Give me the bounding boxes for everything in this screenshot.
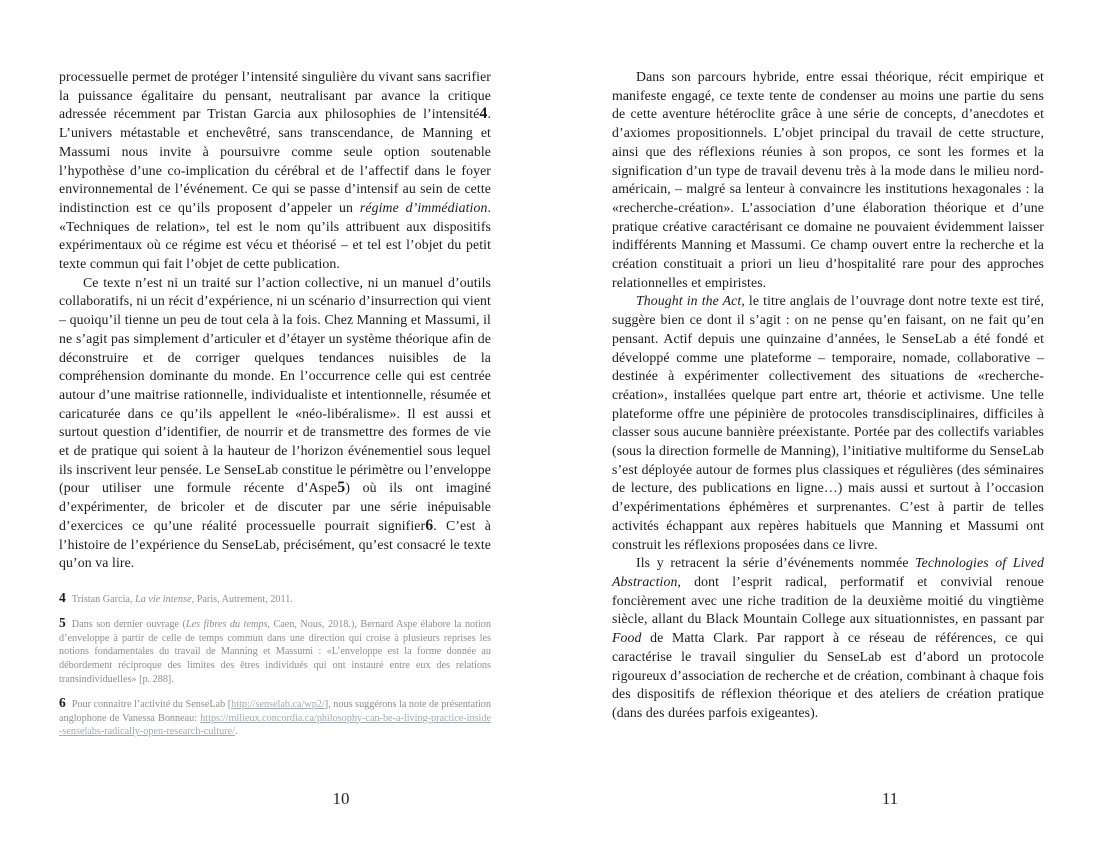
footnote-ref: 5 xyxy=(337,479,346,497)
url-text: https://milieux.concordia.ca/philosophy-can-be-a-living-practice-inside-senselabs-radically-open-research-culture/ xyxy=(59,712,491,738)
text-run: Ce texte n’est ni un traité sur l’action collective, ni un manuel d’outils collaboratifs, ni un récit d’expérience, ni un scénario d’insurrection qui vient – quoiqu’il tienne un peu de tout cela à la fois. Chez Manning et Massumi, il ne s’agit pas simplement d’articuler et d’étayer un système théorique afin de déconstruire et de corriger quelques tendances nuisibles de la compréhension dominante du monde. En l’occurrence celle qui est centrée autour d’une maitrise rationnelle, individualiste et intentionnelle, résumée et caricaturée dans ce qu’ils appellent le «néo-libéralisme». Il est aussi et surtout question d’identifier, de nourrir et de transmettre des formes de vie et de pratique qui soient à la hauteur de l’horizon événementiel sous lequel ils inscrivent leur pensée. Le SenseLab constitue le périmètre ou l’enveloppe (pour utiliser une formule récente d’Aspe xyxy=(59,274,491,496)
paragraph xyxy=(612,292,1044,554)
url-text: http://senselab.ca/wp2/ xyxy=(231,698,325,710)
text-run: Dans son parcours hybride, entre essai théorique, récit empirique et manifeste engagé, ce texte tente de condenser au moins une partie du sens de cette aventure hétéroclite grâce à une série de concepts, d’anecdotes et d’axiomes propositionnels. L’objet principal du travail de cette structure, ainsi que des réflexions réunies à son propos, ce sont les formes et la signification d’un type de travail devenu très à la mode dans le milieu nord-américain, – malgré sa lenteur à convaincre les institutions hexagonales : la «recherche-création». L’association d’une élaboration théorique et d’une pratique créative caractérisant ce domaine ne pouvaient évidemment laisser indifférents Manning et Massumi. Ce champ ouvert entre la recherche et la création constituait a priori un lieu d’hospitalité rare pour des approches relationnelles et empiristes. xyxy=(612,69,1044,290)
text-run: . L’univers métastable et enchevêtré, sans transcendance, de Manning et Massumi nous invite à poursuivre comme seule option soutenable l’hypothèse d’une co-implication du cérébral et de l’affectif dans le foyer environnemental de l’événement. Ce qui se passe d’intensif au sein de cette indistinction est ce qu’ils proposent d’appeler un xyxy=(59,106,491,215)
text-run: Food xyxy=(612,630,642,646)
text-run: processuelle permet de protéger l’intensité singulière du vivant sans sacrifier la puissance égalitaire du pensant, neutralisant par avance la critique adressée récemment par Tristan Garcia aux philosophies de l’intensité xyxy=(59,69,491,122)
text-run: La vie intense xyxy=(135,593,192,605)
text-run: , dont l’esprit radical, performatif et convivial renoue foncièrement avec une riche tradition de la deuxième moitié du vingtième siècle, allant du Black Mountain College aux situationnistes, en passant par xyxy=(612,573,1044,627)
paragraph xyxy=(612,554,1044,722)
right-page xyxy=(612,68,1044,723)
text-run: Thought in the Act xyxy=(636,293,742,309)
footnote-number: 5 xyxy=(59,614,66,630)
text-run: ) où ils ont imaginé d’expérimenter, de bricoler et de discuter par une série inépuisable d’exercices ce qu’une réalité processuelle pourrait signifier xyxy=(59,480,491,533)
text-run: Dans son dernier ouvrage ( xyxy=(71,618,186,630)
text-run: Ils y retracent la série d’événements nommée xyxy=(636,555,916,571)
text-run: Les fibres du temps xyxy=(185,618,268,630)
left-page-body-text xyxy=(59,68,491,573)
left-page xyxy=(59,68,491,739)
text-run: ], nous suggérons la note de présentation anglophone de Vanessa Bonneau: xyxy=(59,698,491,724)
paragraph xyxy=(59,274,491,573)
left-page-footnotes xyxy=(59,591,491,739)
footnote-ref: 6 xyxy=(425,516,434,534)
text-run: . «Techniques de relation», tel est le nom qu’ils attribuent aux dispositifs expérimentaux où ce régime est vécu et théorisé – et tel est l’objet du petit texte commun qui fait l’objet de cette publication. xyxy=(59,199,492,272)
footnote-ref: 4 xyxy=(479,105,488,123)
text-run: , le titre anglais de l’ouvrage dont notre texte est tiré, suggère bien ce dont il s’agit : on ne pense qu’en faisant, on ne fait qu’en pensant. Actif depuis une quinzaine d’années, le SenseLab a été fondé et développé comme une plateforme – temporaire, nomade, collaborative – destinée à expérimenter collectivement des situations de «recherche-création», installées quelque part entre art, théorie et activisme. Une telle plateforme offre une pépinière de protocoles transdisciplinaires, difficiles à classer sous aucune bannière préexistante. Portée par des collectifs variables (sous la direction formelle de Manning), l’initiative multiforme du SenseLab s’est déployée autour de formes plus classiques et régulières (des séminaires de lecture, des publications en ligne…) mais aussi et surtout à l’occasion d’expérimentations éphémères et surprenantes. C’est à partir de telles activités échappant aux repères habituels que Manning et Massumi ont construit les réflexions proposées dans ce livre. xyxy=(612,293,1044,552)
footnote-5 xyxy=(59,616,491,687)
page-number-right: 11 xyxy=(881,789,899,808)
paragraph xyxy=(59,68,491,274)
footnote-number: 6 xyxy=(59,694,66,710)
footnote-6 xyxy=(59,696,491,739)
text-run: , Caen, Nous, 2018.), Bernard Aspe élabore la notion d’enveloppe à partir de celle de temps commun dans une direction qui croise à plusieurs reprises les notions fondamentales du travail de Manning et Massumi : «L’enveloppe est la forme donnée au débordement réciproque des limites des êtres individués qui ont instauré entre eux des relations transindividuelles» [p. 288]. xyxy=(59,618,491,685)
text-run: . C’est à l’histoire de l’expérience du SenseLab, précisément, qu’est consacré le texte qu’on va lire. xyxy=(59,517,491,571)
page-number-left: 10 xyxy=(332,789,350,808)
paragraph xyxy=(612,68,1044,292)
text-run: Technologies of Lived Abstraction xyxy=(612,555,1044,589)
text-run: Tristan Garcia, xyxy=(71,593,136,605)
text-run: de Matta Clark. Par rapport à ce réseau de références, ce qui caractérise le travail singulier du SenseLab est d’abord un protocole rigoureux d’association de recherche et de création, combinant à chaque fois des dispositifs de réflexion théorique et des ateliers de création pratique (dans des durées parfois exigeantes). xyxy=(612,630,1044,720)
text-run: . xyxy=(234,726,238,738)
footnote-4 xyxy=(59,591,491,607)
text-run: Pour connaitre l’activité du SenseLab [ xyxy=(71,698,232,710)
text-run: , Paris, Autrement, 2011. xyxy=(191,593,293,605)
right-page-body-text xyxy=(612,68,1044,723)
text-run: régime d’immédiation xyxy=(359,199,488,215)
footnote-number: 4 xyxy=(59,589,66,605)
